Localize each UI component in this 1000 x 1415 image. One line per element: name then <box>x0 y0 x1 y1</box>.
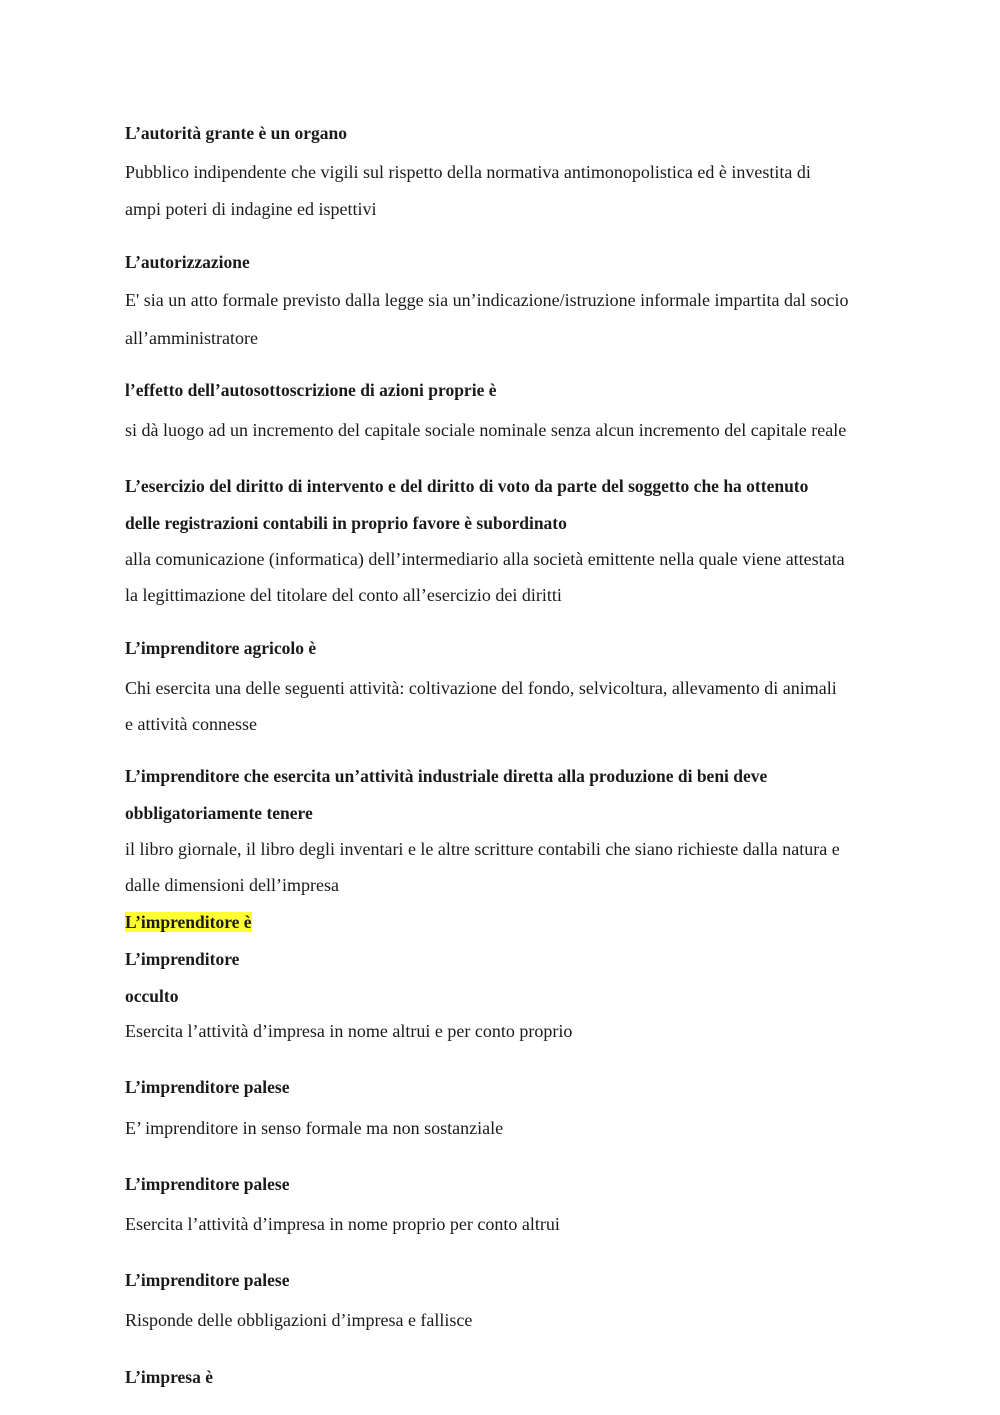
question-line: L’imprenditore <box>125 949 240 969</box>
question-line: l’effetto dell’autosottoscrizione di azioni proprie è <box>125 380 497 400</box>
question-line: delle registrazioni contabili in proprio favore è subordinato <box>125 513 567 533</box>
question-line: L’imprenditore palese <box>125 1270 290 1290</box>
answer-line: Chi esercita una delle seguenti attività: coltivazione del fondo, selvicoltura, allevamento di animali <box>125 678 837 698</box>
question-line: occulto <box>125 986 179 1006</box>
answer-line: ampi poteri di indagine ed ispettivi <box>125 199 377 219</box>
answer-line: dalle dimensioni dell’impresa <box>125 875 339 895</box>
question-line: L’imprenditore palese <box>125 1174 290 1194</box>
question-line: L’autorità grante è un organo <box>125 123 347 143</box>
answer-line: alla comunicazione (informatica) dell’intermediario alla società emittente nella quale viene attestata <box>125 549 845 569</box>
highlighted-heading <box>125 911 252 933</box>
answer-line: Risponde delle obbligazioni d’impresa e fallisce <box>125 1310 473 1330</box>
answer-line: Pubblico indipendente che vigili sul rispetto della normativa antimonopolistica ed è investita di <box>125 162 811 182</box>
answer-line: si dà luogo ad un incremento del capitale sociale nominale senza alcun incremento del capitale reale <box>125 420 847 440</box>
question-line: L’autorizzazione <box>125 252 250 272</box>
answer-line: Esercita l’attività d’impresa in nome proprio per conto altrui <box>125 1214 560 1234</box>
answer-line: la legittimazione del titolare del conto all’esercizio dei diritti <box>125 585 562 605</box>
question-line: obbligatoriamente tenere <box>125 803 313 823</box>
answer-line: il libro giornale, il libro degli inventari e le altre scritture contabili che siano richieste dalla natura e <box>125 839 840 859</box>
answer-line: Esercita l’attività d’impresa in nome altrui e per conto proprio <box>125 1021 573 1041</box>
answer-line: all’amministratore <box>125 328 258 348</box>
answer-line: E' sia un atto formale previsto dalla legge sia un’indicazione/istruzione informale impartita dal socio <box>125 290 849 310</box>
question-line: L’esercizio del diritto di intervento e del diritto di voto da parte del soggetto che ha ottenuto <box>125 476 809 496</box>
answer-line: e attività connesse <box>125 714 257 734</box>
question-line: L’impresa è <box>125 1367 213 1387</box>
highlight-mark: L’imprenditore è <box>125 912 252 932</box>
question-line: L’imprenditore palese <box>125 1077 290 1097</box>
question-line: L’imprenditore agricolo è <box>125 638 317 658</box>
question-line: L’imprenditore che esercita un’attività industriale diretta alla produzione di beni deve <box>125 766 768 786</box>
answer-line: E’ imprenditore in senso formale ma non sostanziale <box>125 1118 504 1138</box>
